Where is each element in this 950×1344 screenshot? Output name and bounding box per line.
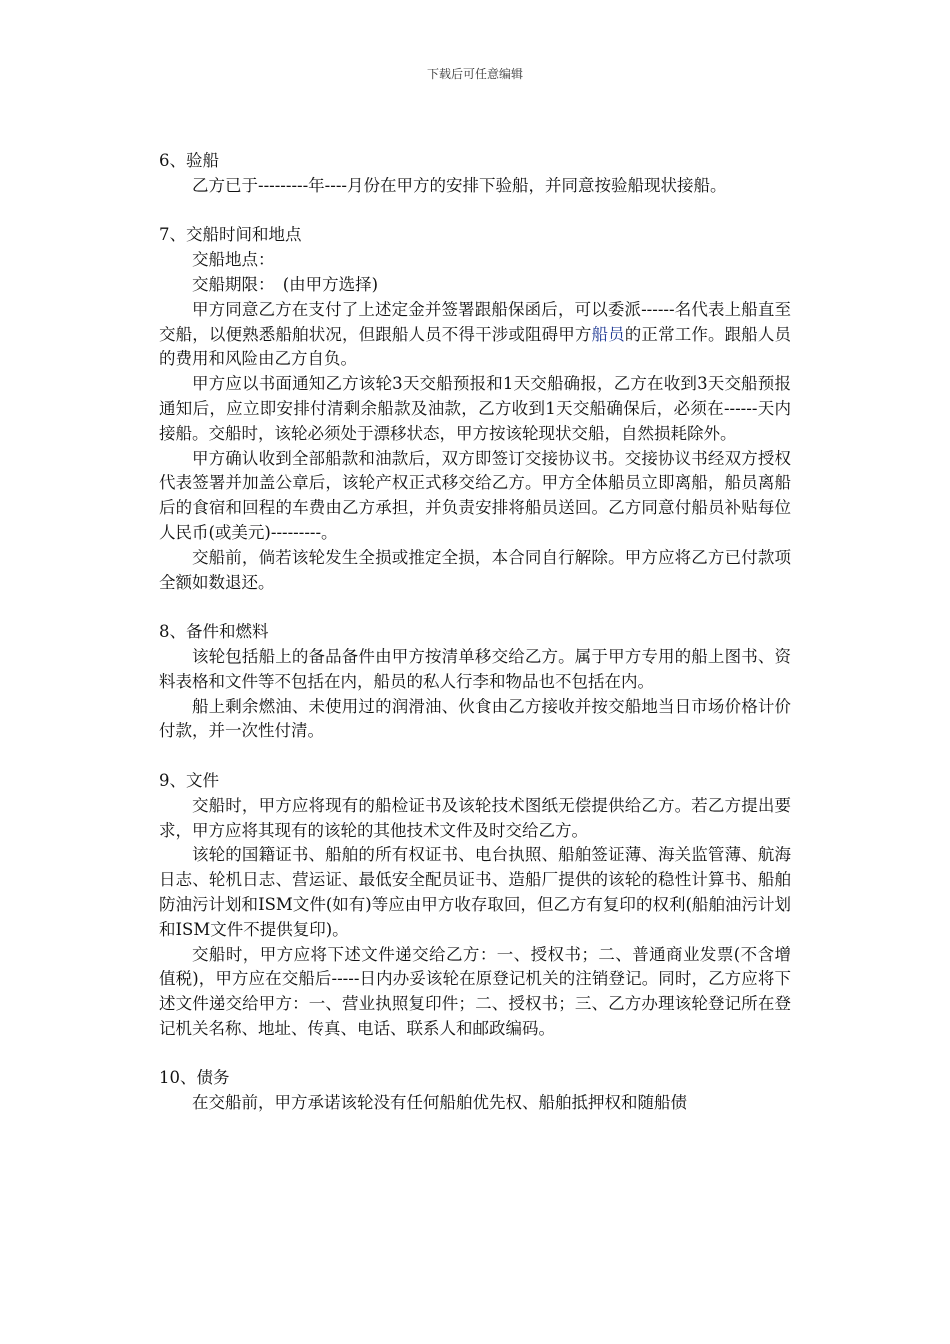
text-before-link: 甲方同意乙方在支付了上述定金并签署跟船保函后，可以委派------名代表上船直至交船，以便熟悉船舶状况，但跟船人员不得干涉或阻碍甲方	[159, 299, 791, 344]
text-after-link: 的正常工作。跟船人员的费用和风险由乙方自负。	[159, 324, 792, 369]
section-9-documents	[159, 769, 791, 1042]
page-header: 下载后可任意编辑	[426, 67, 523, 81]
paragraph: 在交船前，甲方承诺该轮没有任何船舶优先权、船舶抵押权和随船债	[192, 1093, 687, 1113]
paragraph: 交船时，甲方应将下述文件递交给乙方：一、授权书；二、普通商业发票(不含增值税)，甲方应在交船后-----日内办妥该轮在原登记机关的注销登记。同时，乙方应将下述文件递交给甲方：一、营业执照复印件；二、授权书；三、乙方办理该轮登记所在登记机关名称、地址、传真、电话、联系人和邮政编码。	[159, 944, 791, 1038]
paragraph: 交船前，倘若该轮发生全损或推定全损，本合同自行解除。甲方应将乙方已付款项全额如数退还。	[159, 547, 791, 592]
section-6-ship-inspection	[159, 149, 791, 199]
paragraph-with-link	[159, 298, 791, 372]
paragraph: 甲方应以书面通知乙方该轮3天交船预报和1天交船确报，乙方在收到3天交船预报通知后，应立即安排付清剩余船款及油款，乙方收到1天交船确保后，必须在------天内接船。交船时，该轮必须处于漂移状态，甲方按该轮现状交船，自然损耗除外。	[159, 374, 791, 443]
section-heading: 10、债务	[159, 1068, 230, 1088]
document-body	[159, 149, 791, 1141]
crew-link[interactable]: 船员	[591, 324, 625, 344]
paragraph-delivery-period: 交船期限： (由甲方选择)	[192, 274, 379, 294]
section-7-delivery-time-place	[159, 223, 791, 595]
section-10-debts	[159, 1066, 791, 1116]
paragraph: 乙方已于---------年----月份在甲方的安排下验船，并同意按验船现状接船。	[192, 175, 727, 195]
paragraph: 该轮包括船上的备品备件由甲方按清单移交给乙方。属于甲方专用的船上图书、资料表格和文件等不包括在内，船员的私人行李和物品也不包括在内。	[159, 646, 791, 691]
section-8-spares-and-fuel	[159, 620, 791, 744]
paragraph: 船上剩余燃油、未使用过的润滑油、伙食由乙方接收并按交船地当日市场价格计价付款，并一次性付清。	[159, 696, 791, 741]
paragraph: 交船时，甲方应将现有的船检证书及该轮技术图纸无偿提供给乙方。若乙方提出要求，甲方应将其现有的该轮的其他技术文件及时交给乙方。	[159, 795, 791, 840]
section-heading: 6、验船	[159, 151, 219, 170]
paragraph: 甲方确认收到全部船款和油款后，双方即签订交接协议书。交接协议书经双方授权代表签署并加盖公章后，该轮产权正式移交给乙方。甲方全体船员立即离船，船员离船后的食宿和回程的车费由乙方承担，并负责安排将船员送回。乙方同意付船员补贴每位人民币(或美元)---------。	[159, 448, 791, 542]
section-heading: 8、备件和燃料	[159, 622, 269, 642]
paragraph: 该轮的国籍证书、船舶的所有权证书、电台执照、船舶签证薄、海关监管薄、航海日志、轮机日志、营运证、最低安全配员证书、造船厂提供的该轮的稳性计算书、船舶防油污计划和ISM文件(如有)等应由甲方收存取回，但乙方有复印的权利(船舶油污计划和ISM文件不提供复印)。	[159, 845, 791, 939]
section-heading: 9、文件	[159, 770, 219, 790]
paragraph-delivery-place: 交船地点：	[192, 250, 275, 270]
section-heading: 7、交船时间和地点	[159, 225, 302, 245]
